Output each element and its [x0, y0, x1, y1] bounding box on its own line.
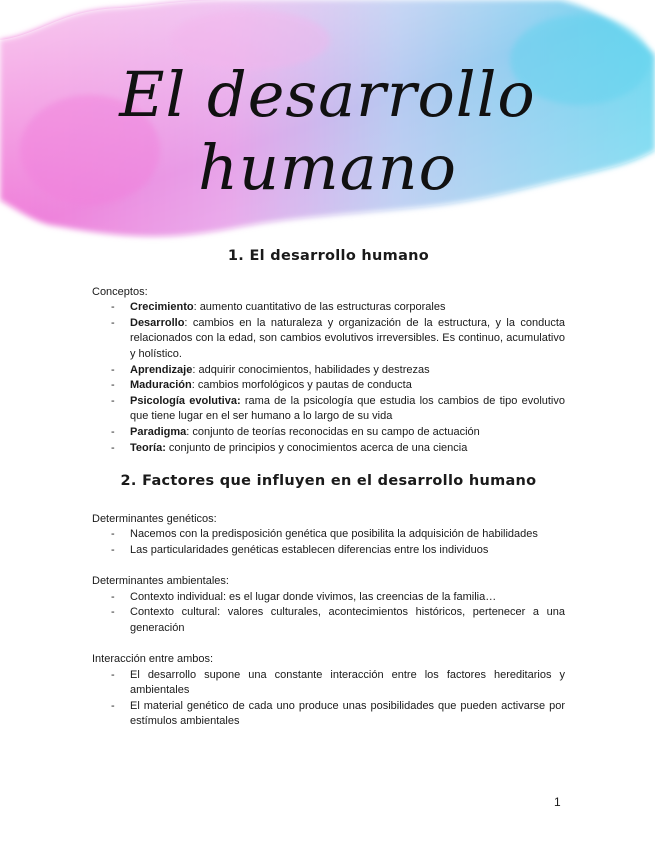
document-body	[92, 248, 565, 730]
list-item: - Paradigma: conjunto de teorías reconocidas en su campo de actuación	[92, 425, 565, 441]
list-item: - Psicología evolutiva: rama de la psicología que estudia los cambios de tipo evolutivo que tiene lugar en el ser humano a lo largo de su vida	[92, 394, 565, 425]
list-item: - Las particularidades genéticas establecen diferencias entre los individuos	[92, 543, 565, 559]
page-number: 1	[554, 795, 561, 809]
banner-title: El desarrollo humano	[119, 58, 536, 204]
watercolor-banner	[0, 0, 655, 245]
genetic-determinants-list	[92, 527, 565, 558]
environmental-determinants-label: Determinantes ambientales:	[92, 575, 229, 588]
interaction-label: Interacción entre ambos:	[92, 653, 214, 666]
list-item: - Maduración: cambios morfológicos y pautas de conducta	[92, 378, 565, 394]
list-item: - Contexto cultural: valores culturales, acontecimientos históricos, pertenecer a una generación	[92, 605, 565, 636]
list-item: - Contexto individual: es el lugar donde vivimos, las creencias de la familia…	[92, 590, 565, 606]
concepts-list	[92, 300, 565, 456]
list-item: - Desarrollo: cambios en la naturaleza y organización de la estructura, y la conducta relacionados con la edad, son cambios evolutivos irreversibles. Es continuo, acumulativo y holístico.	[92, 316, 565, 363]
list-item: - Crecimiento: aumento cuantitativo de las estructuras corporales	[92, 300, 565, 316]
list-item: - Nacemos con la predisposición genética que posibilita la adquisición de habilidades	[92, 527, 565, 543]
list-item: - El material genético de cada uno produce unas posibilidades que pueden activarse por estímulos ambientales	[92, 699, 565, 730]
section-1-title: 1. El desarrollo humano	[227, 248, 430, 264]
list-item: - Aprendizaje: adquirir conocimientos, habilidades y destrezas	[92, 363, 565, 379]
environmental-determinants-list	[92, 590, 565, 637]
genetic-determinants-label: Determinantes genéticos:	[92, 512, 217, 525]
interaction-list	[92, 668, 565, 730]
concepts-label: Conceptos:	[92, 285, 148, 298]
list-item: - Teoría: conjunto de principios y conocimientos acerca de una ciencia	[92, 441, 565, 457]
list-item: - El desarrollo supone una constante interacción entre los factores hereditarios y ambientales	[92, 668, 565, 699]
section-2-title: 2. Factores que influyen en el desarrollo humano	[120, 473, 537, 490]
